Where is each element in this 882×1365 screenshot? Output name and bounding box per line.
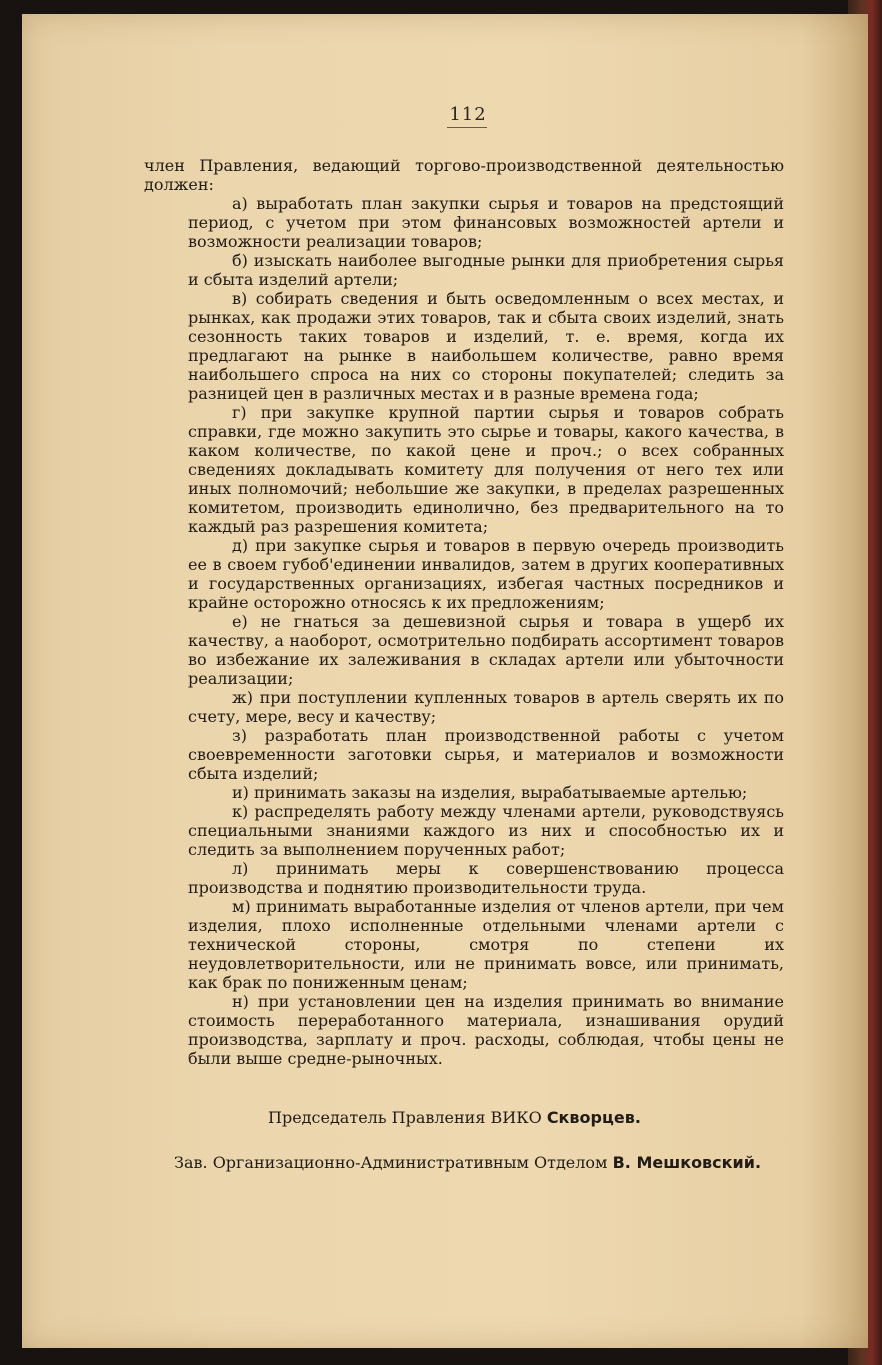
list-item: и) принимать заказы на изделия, вырабатываемые артелью; (232, 783, 748, 802)
list-item: л) принимать меры к совершенствованию процесса производства и поднятию производительности труда. (188, 859, 784, 897)
signature-name: Скворцев. (546, 1108, 641, 1127)
signature-name: В. Мешковский. (612, 1153, 762, 1172)
list-item: н) при установлении цен на изделия принимать во внимание стоимость переработанного материала, изнашивания орудий производства, зарплату и проч. расходы, соблюдая, чтобы цены не были выше средне-рыночных. (188, 992, 784, 1068)
page-number: 112 (449, 104, 487, 125)
list-item: к) распределять работу между членами артели, руководствуясь специальными знаниями каждого из них и способностью их и следить за выполнением порученных работ; (188, 802, 784, 859)
list-item: е) не гнаться за дешевизной сырья и товара в ущерб их качеству, а наоборот, осмотрительно подбирать ассортимент товаров во избежание их залеживания в складах артели или убыточности реализации; (188, 612, 784, 688)
list-item: а) выработать план закупки сырья и товаров на предстоящий период, с учетом при этом финансовых возможностей артели и возможности реализации товаров; (188, 194, 784, 251)
list-item: д) при закупке сырья и товаров в первую очередь производить ее в своем губоб'единении инвалидов, затем в других кооперативных и государственных организациях, избегая частных посредников и крайне осторожно относясь к их предложениям; (188, 536, 784, 612)
signature-title: Зав. Организационно-Административным Отделом (174, 1153, 608, 1172)
department-head-signature (174, 1153, 761, 1172)
list-item: г) при закупке крупной партии сырья и товаров собрать справки, где можно закупить это сырье и товары, какого качества, в каком количестве, по какой цене и проч.; о всех собранных сведениях докладывать комитету для получения от него тех или иных полномочий; небольшие же закупки, в пределах разрешенных комитетом, производить единолично, без предварительного на то каждый раз разрешения комитета; (188, 403, 784, 536)
signature-title: Председатель Правления ВИКО (268, 1108, 542, 1127)
document-body (144, 156, 784, 1068)
intro-paragraph: член Правления, ведающий торгово-производственной деятельностью должен: (144, 156, 784, 194)
list-item: з) разработать план производственной работы с учетом своевременности заготовки сырья, и материалов и возможности сбыта изделий; (188, 726, 784, 783)
page-number-underline (447, 127, 487, 128)
list-item: ж) при поступлении купленных товаров в артель сверять их по счету, мере, весу и качеству; (188, 688, 784, 726)
list-item: б) изыскать наиболее выгодные рынки для приобретения сырья и сбыта изделий артели; (188, 251, 784, 289)
list-item: в) собирать сведения и быть осведомленным о всех местах, и рынках, как продажи этих товаров, так и сбыта своих изделий, знать сезонность таких товаров и изделий, т. е. время, когда их предлагают на рынке в наибольшем количестве, равно время наибольшего спроса на них со стороны покупателей; следить за разницей цен в различных местах и в разные времена года; (188, 289, 784, 403)
list-item: м) принимать выработанные изделия от членов артели, при чем изделия, плохо исполненные отдельными членами артели с технической стороны, смотря по степени их неудовлетворительности, или не принимать вовсе, или принимать, как брак по пониженным ценам; (188, 897, 784, 992)
chairman-signature (268, 1108, 641, 1127)
